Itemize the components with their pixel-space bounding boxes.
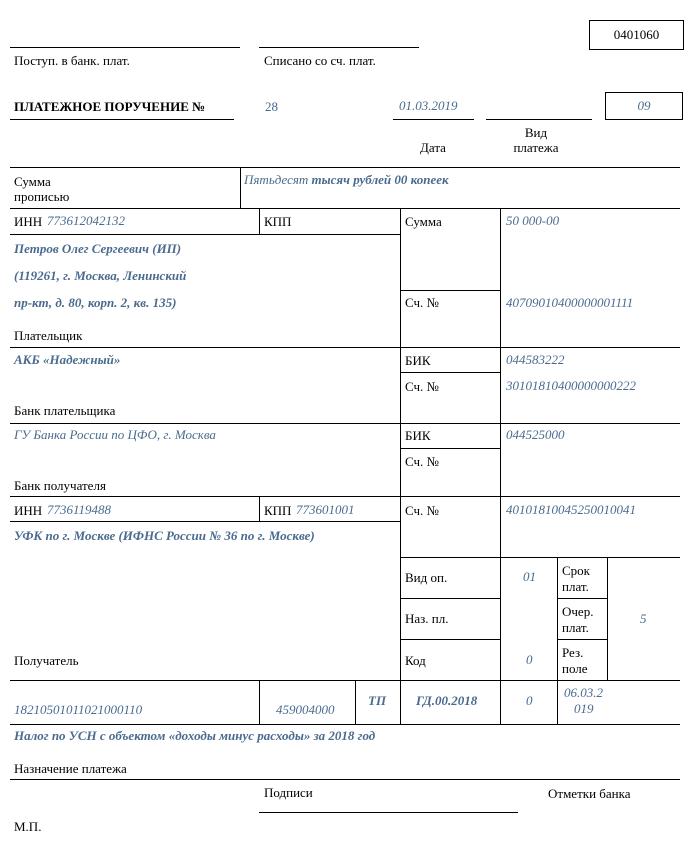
recipient-name: УФК по г. Москве (ИФНС России № 36 по г. Москве) [14, 528, 315, 543]
row-line [10, 208, 680, 209]
document-date: 01.03.2019 [399, 98, 458, 113]
recipient-bank-bik-value: 044525000 [506, 427, 565, 442]
row-line [557, 639, 607, 640]
row-line [400, 372, 500, 373]
code-label: Код [405, 653, 426, 668]
payer-account-label: Сч. № [405, 295, 439, 310]
recipient-bank-account-label: Сч. № [405, 454, 439, 469]
payer-address: (119261, г. Москва, Ленинский [14, 268, 187, 283]
payment-type-label: платежа [513, 140, 559, 155]
received-label: Поступ. в банк. плат. [14, 53, 130, 68]
payer-account-value: 40709010400000001111 [506, 295, 634, 310]
received-line [10, 47, 240, 48]
col-line [400, 680, 401, 724]
due-label: плат. [562, 579, 589, 594]
recipient-bank-name: ГУ Банка России по ЦФО, г. Москва [14, 427, 216, 442]
reserve-label: поле [562, 661, 588, 676]
col-line [500, 208, 501, 423]
date-label: Дата [420, 140, 446, 155]
signatures-label: Подписи [264, 785, 313, 800]
payer-bank-bik-value: 044583222 [506, 352, 565, 367]
period-value: ГД.00.2018 [416, 693, 478, 708]
amount-words-label: Сумма [14, 174, 51, 189]
row-line [10, 779, 680, 780]
document-number: 28 [265, 99, 278, 114]
payer-address: пр-кт, д. 80, корп. 2, кв. 135) [14, 295, 177, 310]
form-code: 0401060 [613, 27, 660, 42]
tax-doc-number: 0 [526, 693, 533, 708]
payment-type-label: Вид [524, 125, 548, 140]
tax-doc-date: 019 [574, 701, 594, 716]
payer-bank-label: Банк плательщика [14, 403, 116, 418]
payer-label: Плательщик [14, 328, 83, 343]
signature-line [259, 812, 518, 813]
col-line [500, 496, 501, 680]
recipient-bank-bik-label: БИК [405, 428, 431, 443]
payer-name: Петров Олег Сергеевич (ИП) [14, 241, 182, 256]
purpose-value: Налог по УСН с объектом «доходы минус расходы» за 2018 год [14, 728, 376, 743]
payer-kpp-label: КПП [264, 214, 292, 229]
recipient-label: Получатель [14, 653, 79, 668]
payer-bank-account-value: 30101810400000000222 [506, 378, 636, 393]
col-line [557, 680, 558, 724]
recipient-inn-value: 7736119488 [47, 502, 112, 517]
payer-sum-value: 50 000-00 [506, 213, 560, 228]
payer-sum-label: Сумма [405, 214, 442, 229]
row-line [400, 598, 500, 599]
op-type-label: Вид оп. [405, 570, 448, 585]
col-line [355, 680, 356, 724]
purpose-code-label: Наз. пл. [405, 611, 449, 626]
row-line [557, 598, 607, 599]
basis-value: ТП [368, 693, 387, 708]
recipient-kpp-value: 773601001 [296, 502, 355, 517]
row-line [10, 423, 680, 424]
amount-words-value [244, 172, 449, 188]
payer-inn-label: ИНН [14, 214, 43, 229]
row-line [400, 290, 500, 291]
doc-number-line [10, 119, 234, 120]
recipient-account-value: 40101810045250010041 [506, 502, 636, 517]
bank-marks-label: Отметки банка [548, 786, 631, 801]
oktmo-value: 459004000 [276, 702, 335, 717]
row-line [10, 496, 680, 497]
order-label: Очер. [562, 604, 594, 619]
amount-words-label: прописью [14, 189, 70, 204]
date-line [393, 119, 474, 120]
document-title: ПЛАТЕЖНОЕ ПОРУЧЕНИЕ № [14, 99, 206, 114]
row-line [400, 557, 680, 558]
col-line [259, 208, 260, 234]
payer-bank-name: АКБ «Надежный» [14, 352, 121, 367]
debited-line [259, 47, 419, 48]
col-line [557, 557, 558, 680]
op-type-value: 01 [523, 569, 536, 584]
row-line [10, 724, 680, 725]
row-line [10, 347, 680, 348]
amount-words-part: Пятьдесят [244, 172, 309, 187]
recipient-bank-label: Банк получателя [14, 478, 106, 493]
col-line [259, 496, 260, 521]
row-line [400, 639, 500, 640]
code-value: 0 [526, 652, 533, 667]
row-line [10, 167, 680, 168]
reserve-label: Рез. [562, 645, 584, 660]
tax-doc-date: 06.03.2 [564, 685, 603, 700]
col-line [500, 423, 501, 496]
col-line [240, 167, 241, 208]
recipient-kpp-label: КПП [264, 503, 292, 518]
col-line [259, 680, 260, 724]
row-line [400, 448, 500, 449]
row-line [10, 521, 400, 522]
payer-bank-bik-label: БИК [405, 353, 431, 368]
kbk-value: 18210501011021000110 [14, 702, 143, 717]
recipient-inn-label: ИНН [14, 503, 43, 518]
order-label: плат. [562, 620, 589, 635]
col-line [500, 680, 501, 724]
col-line [607, 557, 608, 680]
col-line [400, 208, 401, 680]
order-value: 5 [640, 611, 647, 626]
recipient-account-label: Сч. № [405, 503, 439, 518]
payer-inn-value: 773612042132 [47, 213, 125, 228]
debited-label: Списано со сч. плат. [264, 53, 376, 68]
amount-words-part: тысяч рублей 00 копеек [311, 172, 449, 187]
payer-bank-account-label: Сч. № [405, 379, 439, 394]
payment-type-value: 09 [637, 98, 651, 113]
purpose-label: Назначение платежа [14, 761, 127, 776]
due-label: Срок [562, 563, 590, 578]
row-line [10, 234, 400, 235]
payment-type-line [486, 119, 592, 120]
row-line [10, 680, 680, 681]
stamp-label: М.П. [14, 819, 42, 834]
